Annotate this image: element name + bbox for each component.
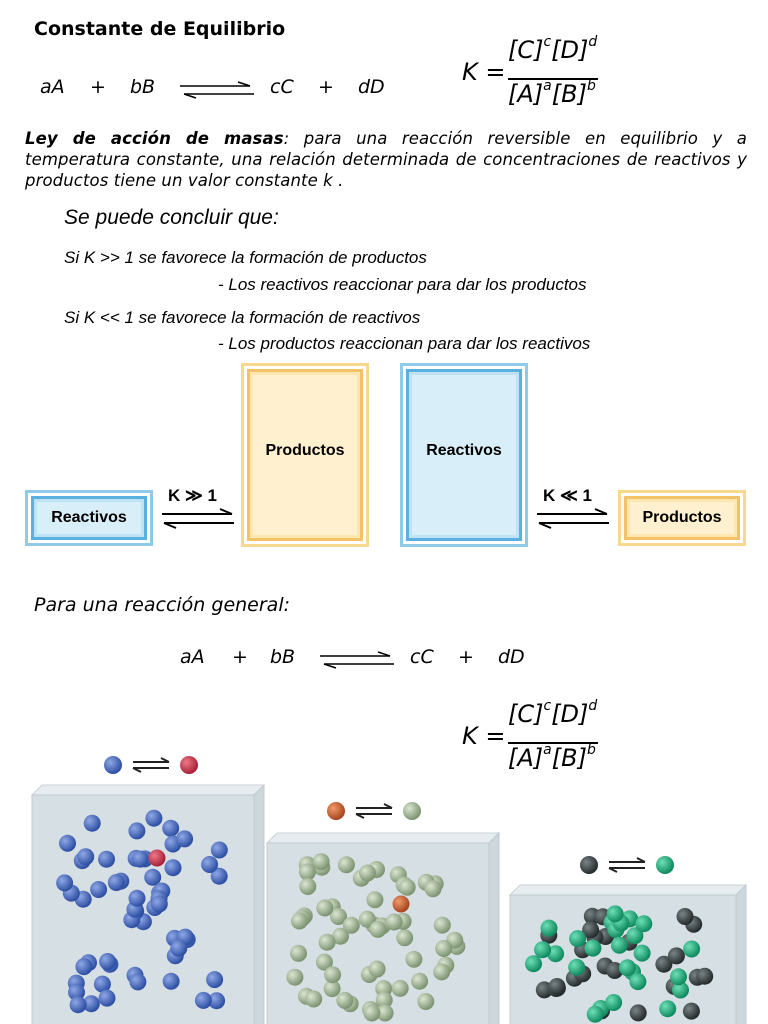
blue-molecule bbox=[163, 973, 180, 990]
blue-molecule bbox=[128, 822, 145, 839]
plus-sign: + bbox=[458, 646, 474, 668]
teal-molecule bbox=[534, 941, 551, 958]
blue-molecule bbox=[176, 830, 193, 847]
sage-molecule bbox=[369, 921, 386, 938]
dark-molecule bbox=[630, 1004, 647, 1021]
blue-molecule bbox=[98, 851, 115, 868]
products-large-box: Productos bbox=[241, 363, 369, 547]
sage-molecule bbox=[411, 973, 428, 990]
legend-molecule-icon bbox=[104, 756, 122, 774]
dark-molecule bbox=[677, 908, 694, 925]
blue-molecule bbox=[108, 874, 125, 891]
product-d: dD bbox=[498, 646, 525, 668]
reactant-a: aA bbox=[180, 646, 205, 668]
sage-molecule bbox=[336, 992, 353, 1009]
teal-molecule bbox=[607, 905, 624, 922]
sage-molecule bbox=[343, 917, 360, 934]
sage-molecule bbox=[433, 963, 450, 980]
teal-molecule bbox=[525, 955, 542, 972]
blue-molecule bbox=[84, 815, 101, 832]
equilibrium-arrows-icon bbox=[162, 508, 234, 530]
teal-molecule bbox=[569, 930, 586, 947]
plus-sign: + bbox=[232, 646, 248, 668]
sage-molecule bbox=[417, 993, 434, 1010]
conc-b: [B] bbox=[551, 80, 587, 108]
k-much-greater-label: K ≫ 1 bbox=[168, 486, 217, 505]
conc-b: [B] bbox=[551, 744, 587, 772]
reactants-large-box: Reactivos bbox=[400, 363, 528, 547]
k-numerator bbox=[508, 36, 597, 64]
law-text: : para una reacción reversible en equilibrio y a temperatura constante, una relación determinada de concentraciones de reactivos y productos tiene un valor constante k . bbox=[25, 129, 747, 190]
blue-molecule bbox=[211, 842, 228, 859]
teal-molecule bbox=[568, 959, 585, 976]
blue-molecule bbox=[129, 890, 146, 907]
sage-molecule bbox=[366, 891, 383, 908]
blue-molecule bbox=[151, 896, 168, 913]
special-molecule bbox=[149, 850, 166, 867]
teal-molecule bbox=[659, 1000, 676, 1017]
conc-d: [D] bbox=[551, 36, 589, 64]
exp-c: c bbox=[543, 34, 552, 50]
k-numerator bbox=[508, 700, 597, 728]
reactant-a: aA bbox=[40, 76, 65, 98]
teal-molecule bbox=[635, 915, 652, 932]
k-much-less-label: K ≪ 1 bbox=[543, 486, 592, 505]
product-c: cC bbox=[410, 646, 434, 668]
sage-molecule bbox=[313, 853, 330, 870]
plus-sign: + bbox=[318, 76, 334, 98]
sage-molecule bbox=[305, 991, 322, 1008]
equilibrium-arrows-icon bbox=[320, 650, 394, 670]
blue-molecule bbox=[145, 810, 162, 827]
sage-molecule bbox=[434, 917, 451, 934]
sage-molecule bbox=[299, 864, 316, 881]
teal-molecule bbox=[683, 941, 700, 958]
blue-molecule bbox=[206, 971, 223, 988]
sage-molecule bbox=[291, 913, 308, 930]
blue-molecule bbox=[70, 996, 87, 1013]
blue-molecule bbox=[162, 820, 179, 837]
case-k-small: Si K << 1 se favorece la formación de reactivos bbox=[64, 308, 421, 327]
legend-molecule-icon bbox=[180, 756, 198, 774]
sage-molecule bbox=[405, 951, 422, 968]
equilibrium-arrows-icon bbox=[180, 80, 254, 100]
equilibrium-arrows-icon bbox=[537, 508, 609, 530]
conc-c: [C] bbox=[508, 36, 544, 64]
dark-molecule bbox=[696, 968, 713, 985]
k-label: K = bbox=[462, 722, 506, 750]
blue-molecule bbox=[170, 940, 187, 957]
dark-molecule bbox=[549, 978, 566, 995]
blue-molecule bbox=[56, 874, 73, 891]
sage-molecule bbox=[399, 879, 416, 896]
dark-molecule bbox=[668, 947, 685, 964]
blue-molecule bbox=[90, 881, 107, 898]
sage-molecule bbox=[396, 929, 413, 946]
k-denominator bbox=[508, 80, 596, 108]
sage-molecule bbox=[369, 961, 386, 978]
conc-c: [C] bbox=[508, 700, 544, 728]
teal-molecule bbox=[670, 968, 687, 985]
k-label: K = bbox=[462, 58, 506, 86]
legend-molecule-icon bbox=[656, 856, 674, 874]
exp-c: c bbox=[543, 698, 552, 714]
blue-molecule bbox=[132, 851, 149, 868]
sage-molecule bbox=[338, 856, 355, 873]
blue-molecule bbox=[201, 856, 218, 873]
exp-b: b bbox=[586, 742, 596, 758]
special-molecule bbox=[393, 896, 410, 913]
conclusion-intro: Se puede concluir que: bbox=[64, 206, 279, 229]
sage-molecule bbox=[363, 1005, 380, 1022]
case-k-small-detail: - Los productos reaccionan para dar los reactivos bbox=[218, 334, 591, 353]
teal-molecule bbox=[541, 920, 558, 937]
sage-molecule bbox=[386, 914, 403, 931]
equilibrium-constant-expression bbox=[462, 34, 622, 112]
sage-molecule bbox=[392, 980, 409, 997]
equilibrium-arrows-icon bbox=[356, 804, 392, 818]
teal-molecule bbox=[605, 994, 622, 1011]
teal-molecule bbox=[634, 945, 651, 962]
reaction-equation-top bbox=[0, 76, 768, 100]
teal-molecule bbox=[584, 940, 601, 957]
general-reaction-intro: Para una reacción general: bbox=[34, 594, 290, 616]
products-small-box: Productos bbox=[618, 490, 746, 546]
exp-d: d bbox=[588, 698, 598, 714]
reactant-b: bB bbox=[270, 646, 296, 668]
teal-molecule bbox=[629, 973, 646, 990]
conc-a: [A] bbox=[508, 744, 544, 772]
molecule-boxes-illustration bbox=[0, 745, 768, 1024]
reaction-equation-bottom bbox=[0, 646, 768, 670]
teal-molecule bbox=[619, 959, 636, 976]
teal-molecule bbox=[611, 937, 628, 954]
blue-molecule bbox=[99, 990, 116, 1007]
dark-molecule bbox=[683, 1003, 700, 1020]
case-k-large-detail: - Los reactivos reaccionar para dar los productos bbox=[218, 275, 587, 294]
product-c: cC bbox=[270, 76, 294, 98]
exp-b: b bbox=[586, 78, 596, 94]
conc-a: [A] bbox=[508, 80, 544, 108]
teal-molecule bbox=[587, 1006, 604, 1023]
product-d: dD bbox=[358, 76, 385, 98]
plus-sign: + bbox=[90, 76, 106, 98]
legend-molecule-icon bbox=[580, 856, 598, 874]
page-title: Constante de Equilibrio bbox=[34, 18, 286, 40]
exp-d: d bbox=[588, 34, 598, 50]
sage-molecule bbox=[324, 966, 341, 983]
sage-molecule bbox=[359, 865, 376, 882]
blue-molecule bbox=[75, 958, 92, 975]
equilibrium-arrows-icon bbox=[609, 858, 645, 872]
sage-molecule bbox=[425, 880, 442, 897]
mass-action-law-paragraph bbox=[25, 128, 747, 191]
blue-molecule bbox=[99, 953, 116, 970]
law-term: Ley de acción de masas bbox=[25, 129, 284, 148]
blue-molecule bbox=[129, 973, 146, 990]
sage-molecule bbox=[299, 878, 316, 895]
legend-molecule-icon bbox=[327, 802, 345, 820]
sage-molecule bbox=[286, 969, 303, 986]
blue-molecule bbox=[165, 859, 182, 876]
blue-molecule bbox=[77, 848, 94, 865]
sage-molecule bbox=[435, 940, 452, 957]
blue-molecule bbox=[59, 835, 76, 852]
sage-molecule bbox=[290, 945, 307, 962]
reactant-b: bB bbox=[130, 76, 156, 98]
case-k-large: Si K >> 1 se favorece la formación de productos bbox=[64, 248, 427, 267]
sage-molecule bbox=[319, 934, 336, 951]
reactants-small-box: Reactivos bbox=[25, 490, 153, 546]
legend-molecule-icon bbox=[403, 802, 421, 820]
blue-molecule bbox=[195, 992, 212, 1009]
exp-a: a bbox=[543, 78, 552, 94]
exp-a: a bbox=[543, 742, 552, 758]
equilibrium-arrows-icon bbox=[133, 758, 169, 772]
conc-d: [D] bbox=[551, 700, 589, 728]
sage-molecule bbox=[316, 900, 333, 917]
